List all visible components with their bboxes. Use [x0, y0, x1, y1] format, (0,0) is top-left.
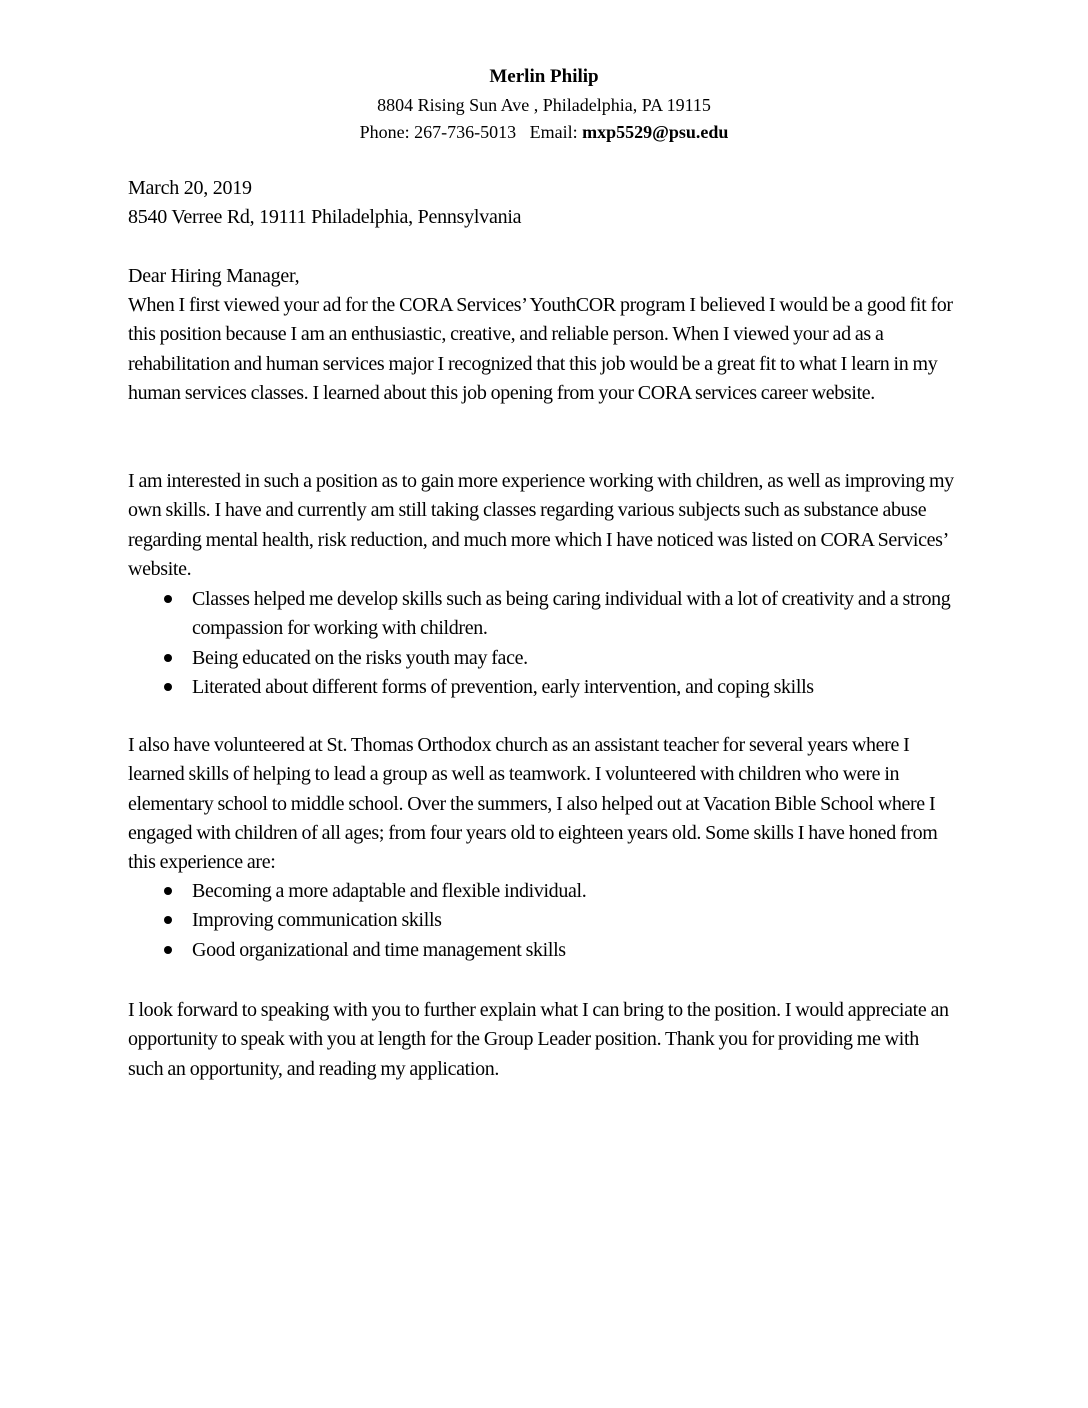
- bullet-icon: [164, 946, 172, 954]
- paragraph-volunteer: I also have volunteered at St. Thomas Orthodox church as an assistant teacher for several years where I learned skills of helping to lead a group as well as teamwork. I volunteered with children who were in elementary school to middle school. Over the summers, I also helped out at Vacation Bible School where I engaged with children of all ages; from four years old to eighteen years old. Some skills I have honed from this experience are:: [128, 734, 938, 874]
- letter-date: March 20, 2019: [128, 177, 252, 199]
- skills-list-volunteer: [128, 877, 958, 965]
- sender-address: 8804 Rising Sun Ave , Philadelphia, PA 19115: [377, 95, 711, 115]
- bullet-icon: [164, 887, 172, 895]
- sender-name: Merlin Philip: [489, 66, 599, 87]
- email-label: Email:: [529, 122, 578, 142]
- paragraph-interest: I am interested in such a position as to gain more experience working with children, as well as improving my own skills. I have and currently am still taking classes regarding various subjects such as substance abuse regarding mental health, risk reduction, and much more which I have noticed was listed on CORA Services’ website.: [128, 470, 954, 580]
- list-item: Improving communication skills: [128, 906, 958, 935]
- bullet-icon: [164, 654, 172, 662]
- skills-list-classes: [128, 585, 958, 702]
- email-address: mxp5529@psu.edu: [582, 122, 729, 142]
- list-item: Becoming a more adaptable and flexible individual.: [128, 877, 958, 906]
- bullet-icon: [164, 595, 172, 603]
- bullet-icon: [164, 683, 172, 691]
- bullet-icon: [164, 916, 172, 924]
- sender-contact: [0, 119, 1088, 145]
- list-item: Good organizational and time management skills: [128, 936, 958, 965]
- list-item: Classes helped me develop skills such as being caring individual with a lot of creativity and a strong compassion for working with children.: [128, 585, 958, 644]
- phone-label: Phone:: [359, 122, 410, 142]
- list-item: Literated about different forms of prevention, early intervention, and coping skills: [128, 673, 958, 702]
- recipient-address: 8540 Verree Rd, 19111 Philadelphia, Pennsylvania: [128, 206, 522, 228]
- paragraph-intro: When I first viewed your ad for the CORA Services’ YouthCOR program I believed I would be a good fit for this position because I am an enthusiastic, creative, and reliable person. When I viewed your ad as a rehabilitation and human services major I recognized that this job would be a great fit to what I learn in my human services classes. I learned about this job opening from your CORA services career website.: [128, 294, 953, 404]
- paragraph-closing: I look forward to speaking with you to further explain what I can bring to the position. I would appreciate an opportunity to speak with you at length for the Group Leader position. Thank you for providing me with such an opportunity, and reading my application.: [128, 999, 949, 1080]
- salutation: Dear Hiring Manager,: [128, 265, 300, 287]
- list-item: Being educated on the risks youth may face.: [128, 644, 958, 673]
- phone-number: 267-736-5013: [414, 122, 517, 142]
